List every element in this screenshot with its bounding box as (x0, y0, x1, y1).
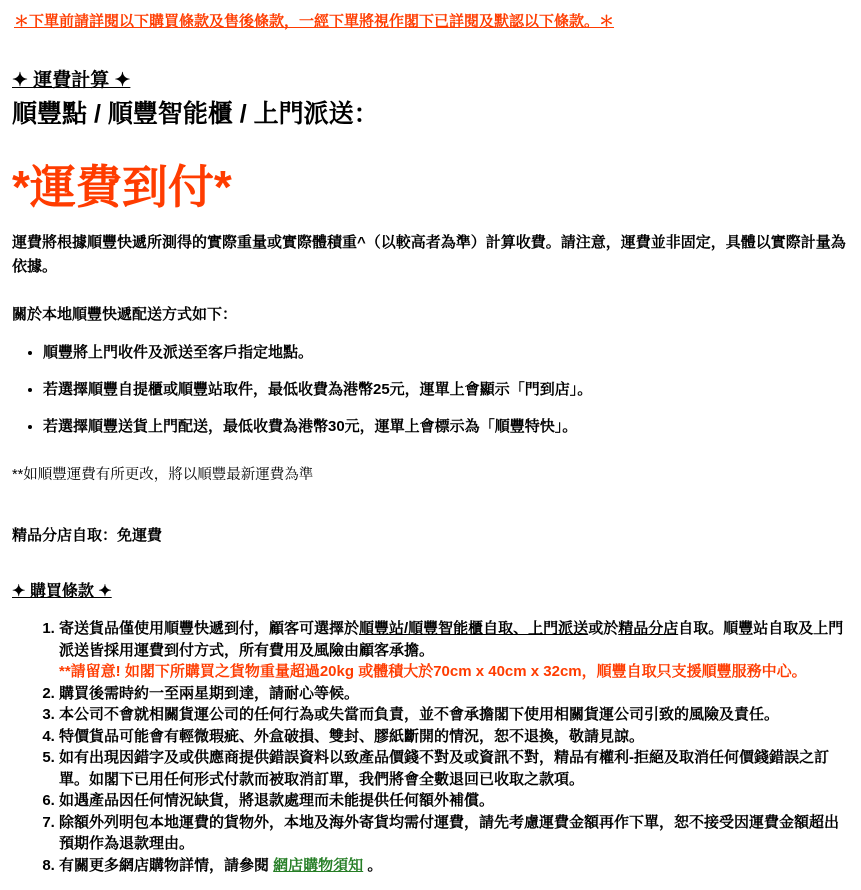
term-item-3: 3. 本公司不會就相關貨運公司的任何行為或失當而負責，並不會承擔閣下使用相關貨運公司引致的風險及責任。 (59, 704, 849, 726)
term-item-5: 5. 如有出現因錯字及或供應商提供錯誤資料以致產品價錢不對及或資訊不對，精品有權利-拒絕及取消任何價錢錯誤之訂單。如閣下已用任何形式付款而被取消訂單，我們將會全數退回已收取之款項。 (59, 747, 849, 790)
term-1-underline-pickup-options: 順豐站/順豐智能櫃自取、上門派送 (359, 620, 589, 637)
purchase-terms-title: ✦ 購買條款 ✦ (12, 583, 112, 600)
purchase-terms-list (12, 618, 849, 876)
term-item-1 (59, 618, 849, 683)
delivery-methods-list (12, 343, 849, 437)
freight-collect-title: *運費到付* (12, 161, 232, 213)
term-item-7: 7. 除額外列明包本地運費的貨物外，本地及海外寄貨均需付運費，請先考慮運費金額再作下單，恕不接受因運費金額超出預期作為退款理由。 (59, 812, 849, 855)
term-1-underline-boutique: 精品分店 (618, 620, 679, 637)
shipping-section-title: ✦ 運費計算 ✦ (12, 70, 131, 91)
weight-size-warning: **請留意! 如閣下所購買之貨物重量超過20kg 或體積大於70cm x 40cm x 32cm，順豐自取只支援順豐服務中心。 (59, 663, 807, 680)
term-item-4: 4. 特價貨品可能會有輕微瑕疵、外盒破損、雙封、膠紙斷開的情況，恕不退換，敬請見諒。 (59, 726, 849, 748)
online-shopping-guide-link[interactable]: 網店購物須知 (273, 856, 364, 874)
local-delivery-heading: 關於本地順豐快遞配送方式如下： (12, 306, 238, 323)
pre-order-notice: ＊下單前請詳閱以下購買條款及售後條款，一經下單將視作閣下已詳閱及默認以下條款。＊ (14, 13, 615, 30)
fee-update-note: **如順豐運費有所更改，將以順豐最新運費為準 (12, 467, 314, 483)
store-pickup-note: 精品分店自取：免運費 (12, 527, 163, 544)
shipping-fee-intro: 運費將根據順豐快遞所測得的實際重量或實際體積重^（以較高者為準）計算收費。請注意，運費並非固定，具體以實際計量為依據。 (12, 234, 846, 275)
term-item-6: 6. 如遇產品因任何情況缺貨，將退款處理而未能提供任何額外補償。 (59, 790, 849, 812)
term-1-text: 或於 (588, 620, 619, 637)
term-1-text: 寄送貨品僅使用順豐快遞到付，顧客可選擇於 (59, 620, 360, 637)
term-1-text: 自取。順豐站自取及上門派送皆採用運費到付方式，所有費用及風險由顧客承擔。 (59, 620, 844, 659)
term-8-text: 有關更多網店購物詳情，請參閱 (59, 856, 274, 874)
shipping-methods-subtitle: 順豐點 / 順豐智能櫃 / 上門派送： (12, 100, 379, 128)
term-item-8 (59, 855, 849, 877)
list-item: • 若選擇順豐送貨上門配送，最低收費為港幣30元，運單上會標示為「順豐特快」。 (43, 417, 849, 437)
term-8-text: 。 (363, 856, 383, 874)
list-item: • 順豐將上門收件及派送至客戶指定地點。 (43, 343, 849, 363)
list-item: • 若選擇順豐自提櫃或順豐站取件，最低收費為港幣25元，運單上會顯示「門到店」。 (43, 380, 849, 400)
term-item-2: 2. 購買後需時約一至兩星期到達，請耐心等候。 (59, 683, 849, 705)
